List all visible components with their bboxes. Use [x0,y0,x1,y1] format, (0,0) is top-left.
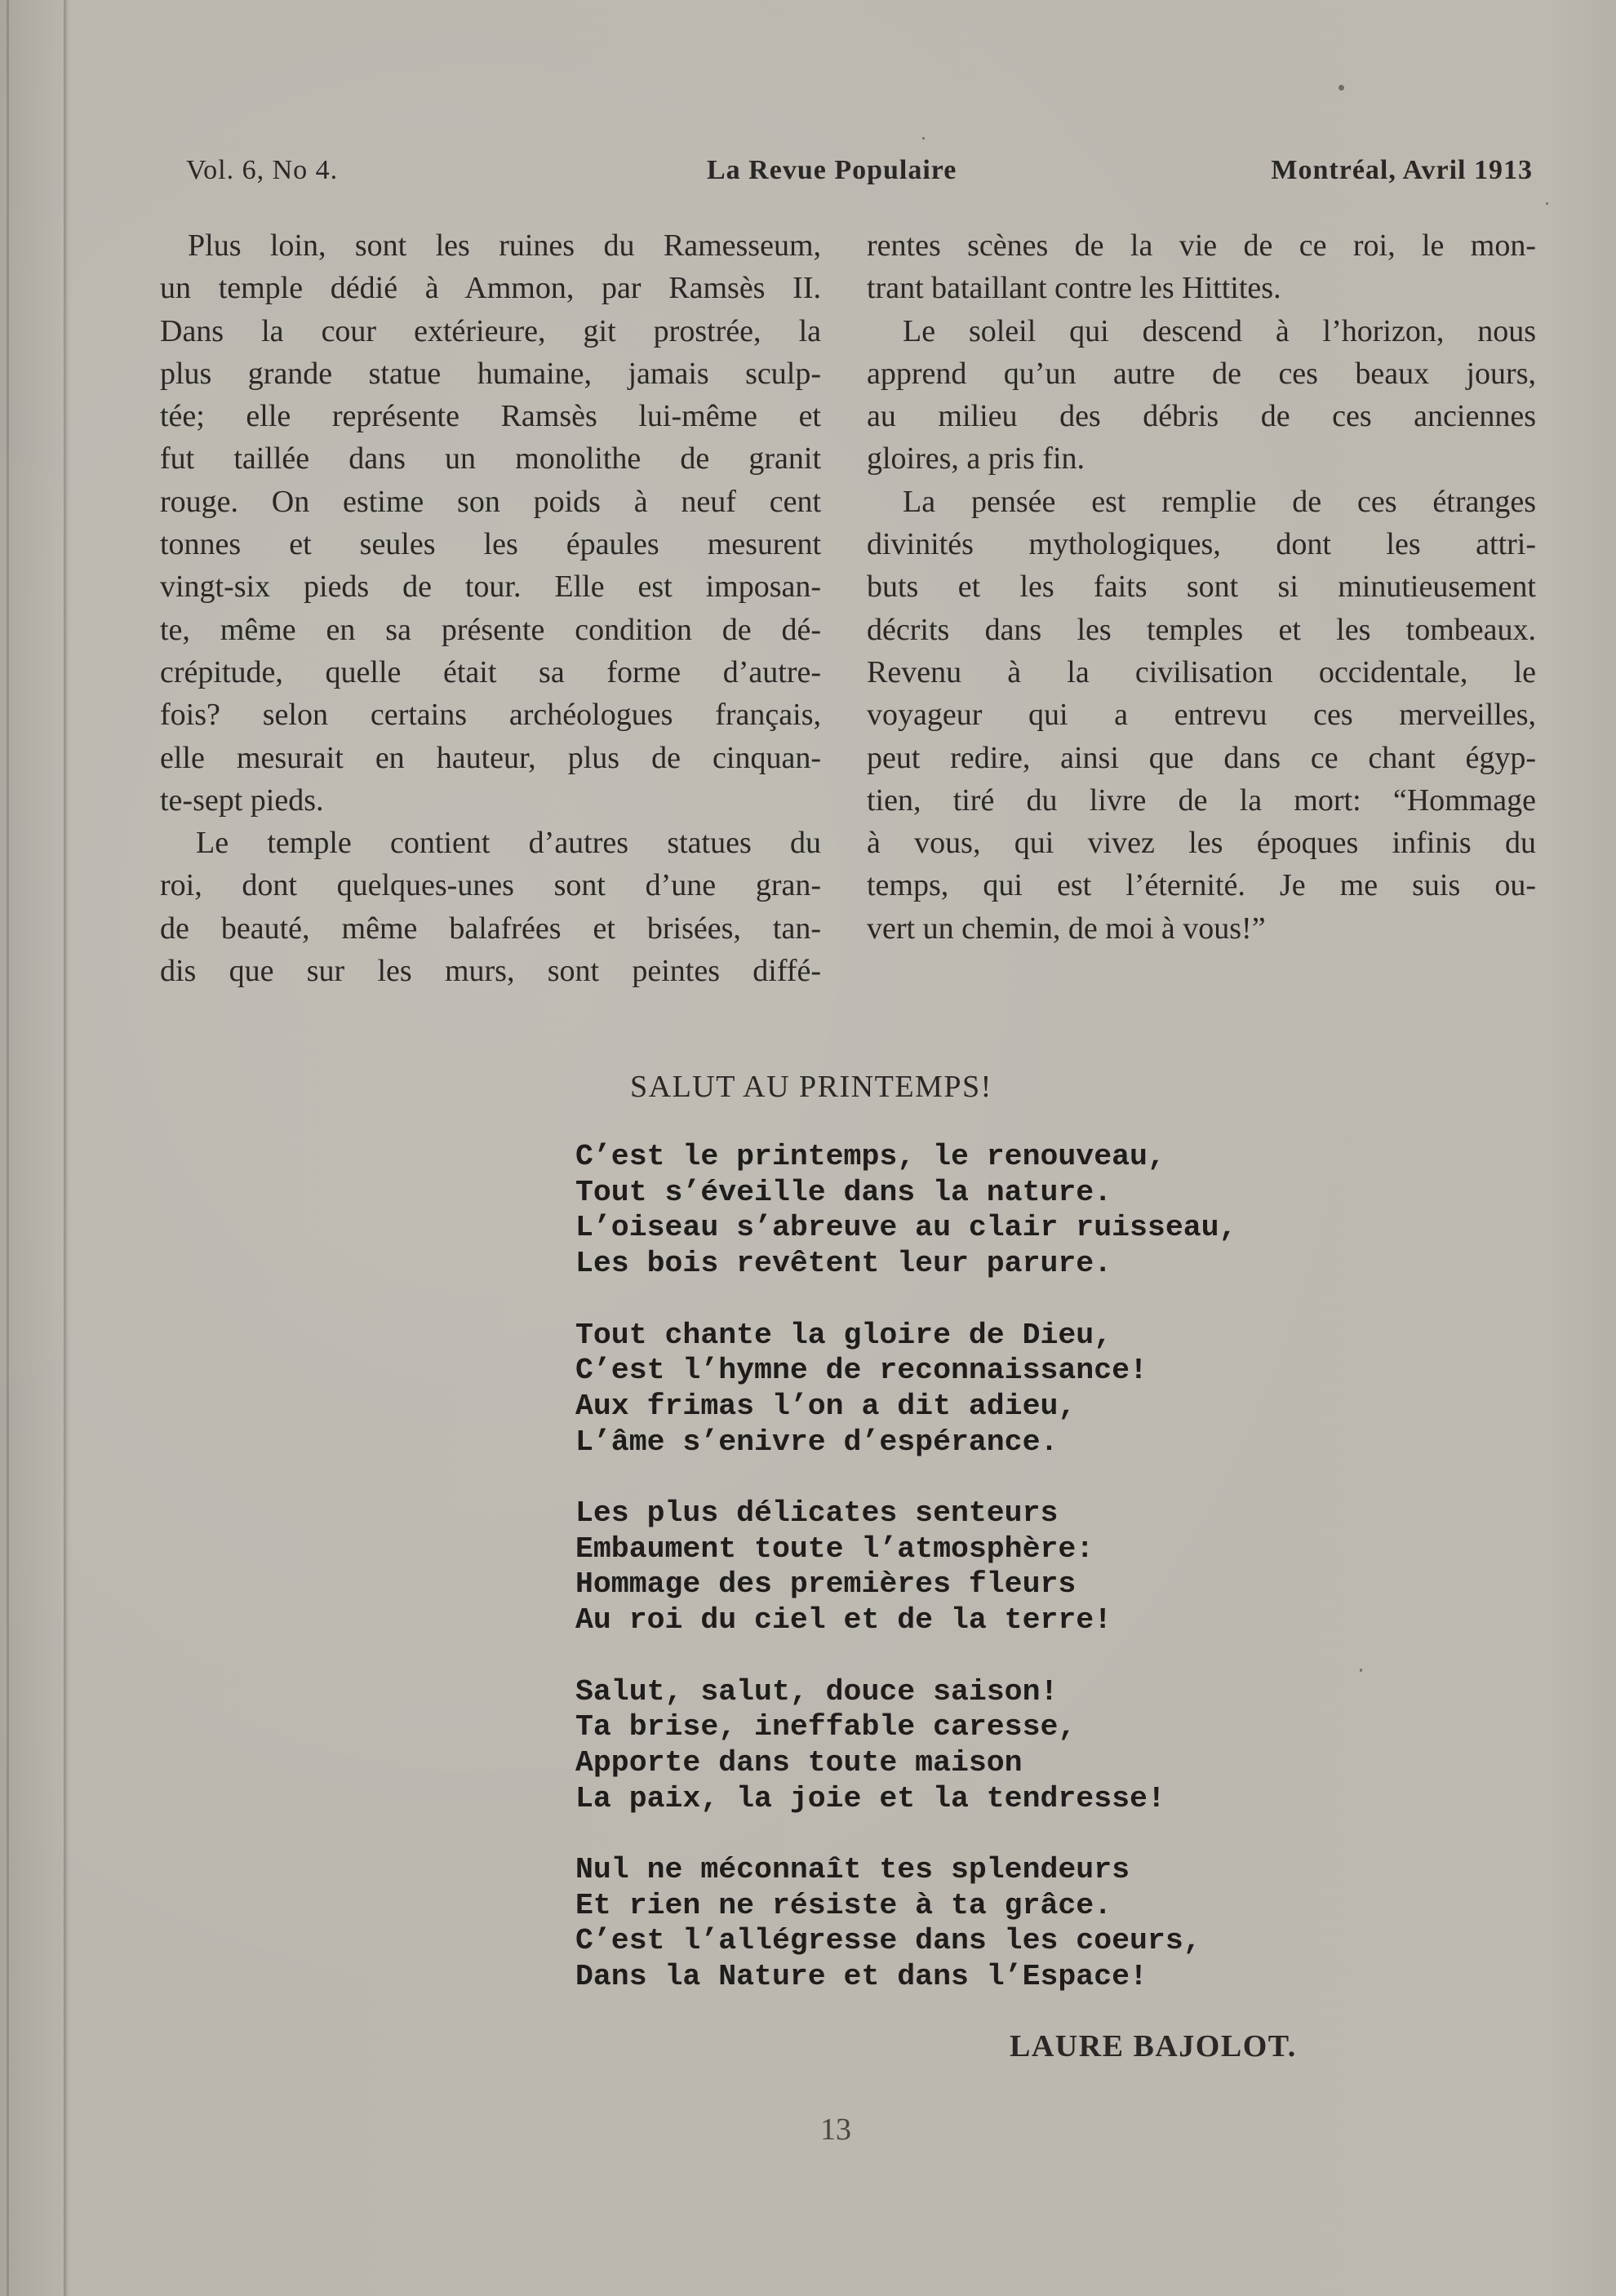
text-line: rouge. On estime son poids à neuf cent [160,484,821,519]
page-edge-shadow [7,0,9,2296]
text-line: au milieu des débris de ces anciennes [867,399,1536,434]
text-line: fut taillée dans un monolithe de granit [160,441,821,476]
text-line: un temple dédié à Ammon, par Ramsès II. [160,271,821,306]
poem-line: C’est le printemps, le renouveau, [575,1140,1165,1173]
text-line: temps, qui est l’éternité. Je me suis ou- [867,868,1536,903]
volume-number: Vol. 6, No 4. [186,155,339,185]
text-line: La pensée est remplie de ces étranges [903,484,1536,519]
poem-line: L’oiseau s’abreuve au clair ruisseau, [575,1211,1237,1245]
text-line: tien, tiré du livre de la mort: “Hommage [867,782,1536,818]
poem-line: Et rien ne résiste à ta grâce. [575,1888,1112,1922]
text-line: Revenu à la civilisation occidentale, le [867,654,1536,689]
text-line: roi, dont quelques-unes sont d’une gran- [160,868,821,903]
left-column [160,224,821,992]
text-line: à vous, qui vivez les époques infinis du [867,826,1536,861]
poem-stanza [575,1318,1236,1460]
poem-line: Nul ne méconnaît tes splendeurs [575,1853,1130,1886]
text-line: elle mesurait en hauteur, plus de cinquan- [160,740,821,775]
poem-stanza [575,1139,1236,1282]
text-line: peut redire, ainsi que dans ce chant égyp- [867,740,1536,775]
poem-stanza [575,1852,1236,1995]
poem-title: SALUT AU PRINTEMPS! [630,1070,992,1104]
page-number: 13 [820,2112,851,2147]
text-line: de beauté, même balafrées et brisées, tan- [160,911,821,946]
poem-line: Tout s’éveille dans la nature. [575,1175,1112,1209]
poem-line: C’est l’hymne de reconnaissance! [575,1354,1148,1388]
binding-shadow [64,0,69,2296]
text-line: divinités mythologiques, dont les attri- [867,527,1536,562]
text-line: te, même en sa présente condition de dé- [160,612,821,647]
poem-line: Aux frimas l’on a dit adieu, [575,1389,1077,1423]
right-column [867,224,1536,950]
poem-line: Embaument toute l’atmosphère: [575,1531,1094,1566]
text-line: apprend qu’un autre de ces beaux jours, [867,356,1536,391]
text-line: fois? selon certains archéologues français, [160,698,821,733]
paper-speck [1546,202,1548,205]
poem-line: Tout chante la gloire de Dieu, [575,1318,1112,1352]
poem-line: La paix, la joie et la tendresse! [575,1781,1165,1815]
text-line: Dans la cour extérieure, git prostrée, la [160,313,821,348]
poem-line: Les plus délicates senteurs [575,1496,1059,1530]
text-line: tonnes et seules les épaules mesurent [160,527,821,562]
poem-line: C’est l’allégresse dans les coeurs, [575,1924,1201,1958]
text-line: dis que sur les murs, sont peintes diffé- [160,954,821,989]
poem-line: L’âme s’enivre d’espérance. [575,1425,1059,1459]
poem-stanza [575,1496,1236,1638]
poem-author: LAURE BAJOLOT. [1010,2029,1297,2063]
poem-body [575,1139,1236,2031]
text-line: Plus loin, sont les ruines du Ramesseum, [188,228,821,263]
poem-line: Hommage des premières fleurs [575,1567,1077,1602]
text-line: rentes scènes de la vie de ce roi, le mon- [867,228,1536,263]
paper-speck [922,137,925,140]
text-line: vert un chemin, de moi à vous!” [867,911,1266,946]
poem-line: Ta brise, ineffable caresse, [575,1710,1077,1744]
text-line: tée; elle représente Ramsès lui-même et [160,399,821,434]
poem-stanza [575,1674,1236,1817]
text-line: buts et les faits sont si minutieusement [867,570,1536,605]
text-line: Le temple contient d’autres statues du [196,826,821,861]
text-line: plus grande statue humaine, jamais sculp- [160,356,821,391]
poem-line: Apporte dans toute maison [575,1745,1023,1780]
publication-title: La Revue Populaire [707,155,957,185]
place-date: Montréal, Avril 1913 [1271,155,1533,185]
text-line: vingt-six pieds de tour. Elle est imposan- [160,570,821,605]
text-line: Le soleil qui descend à l’horizon, nous [903,313,1536,348]
poem-line: Dans la Nature et dans l’Espace! [575,1960,1148,1994]
poem-line: Salut, salut, douce saison! [575,1674,1059,1709]
poem-line: Les bois revêtent leur parure. [575,1247,1112,1281]
poem-line: Au roi du ciel et de la terre! [575,1603,1112,1638]
text-line: voyageur qui a entrevu ces merveilles, [867,698,1536,733]
text-line: trant bataillant contre les Hittites. [867,271,1281,306]
paper-speck [1360,1669,1362,1672]
text-line: crépitude, quelle était sa forme d’autre- [160,654,821,689]
text-line: gloires, a pris fin. [867,441,1085,476]
text-line: décrits dans les temples et les tombeaux. [867,612,1536,647]
paper-speck [1339,85,1344,91]
running-header [186,155,1533,196]
text-line: te-sept pieds. [160,782,324,818]
